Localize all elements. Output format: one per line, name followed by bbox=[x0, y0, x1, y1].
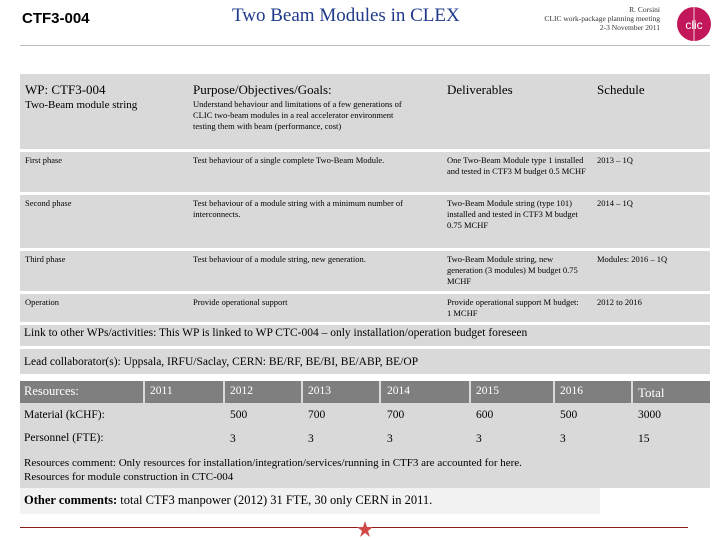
phase-label: First phase bbox=[25, 155, 63, 165]
resource-value: 700 bbox=[308, 409, 326, 421]
phase-schedule: Modules: 2016 – 1Q bbox=[597, 254, 668, 264]
year-header: 2011 bbox=[150, 385, 173, 397]
phase-schedule: 2014 – 1Q bbox=[597, 198, 633, 208]
phase-purpose: Provide operational support bbox=[193, 297, 288, 307]
link-text: Link to other WPs/activities: This WP is linked to WP CTC-004 – only installation/operation budget foreseen bbox=[20, 325, 710, 347]
meeting-date: 2-3 November 2011 bbox=[599, 23, 660, 32]
resource-value: 3 bbox=[560, 433, 566, 445]
phase-schedule: 2012 to 2016 bbox=[597, 297, 642, 307]
lead-collaborators: Lead collaborator(s): Uppsala, IRFU/Saclay, CERN: BE/RF, BE/BI, BE/ABP, BE/OP bbox=[20, 349, 710, 374]
row-divider bbox=[20, 192, 710, 195]
resource-total: 15 bbox=[638, 433, 650, 445]
phase-purpose: Test behaviour of a module string with a minimum number of interconnects. bbox=[193, 198, 403, 219]
resource-value: 500 bbox=[230, 409, 248, 421]
resource-value: 3 bbox=[308, 433, 314, 445]
row-divider bbox=[20, 149, 710, 152]
resources-label: Resources: bbox=[24, 384, 79, 398]
phase-label: Third phase bbox=[25, 254, 66, 264]
phase-deliverable: Two-Beam Module string (type 101) installed and tested in CTF3 M budget 0.75 MCHF bbox=[447, 198, 578, 230]
phase-deliverable: Two-Beam Module string, new generation (3 modules) M budget 0.75 MCHF bbox=[447, 254, 578, 286]
logo-text: clic bbox=[685, 18, 703, 32]
resource-value: 3 bbox=[230, 433, 236, 445]
year-header: 2013 bbox=[308, 385, 331, 397]
resource-value: 3 bbox=[476, 433, 482, 445]
author-name: R. Corsini bbox=[629, 5, 660, 14]
meeting-info bbox=[544, 5, 660, 32]
other-comments-label: Other comments: bbox=[24, 493, 118, 507]
footer-divider bbox=[20, 527, 688, 528]
col-header-deliverables: Deliverables bbox=[447, 82, 513, 97]
phase-deliverable: One Two-Beam Module type 1 installed and tested in CTF3 M budget 0.5 MCHF bbox=[447, 155, 586, 176]
page-title: Two Beam Modules in CLEX bbox=[232, 5, 460, 26]
other-comments-text: total CTF3 manpower (2012) 31 FTE, 30 only CERN in 2011. bbox=[117, 493, 433, 507]
phase-schedule: 2013 – 1Q bbox=[597, 155, 633, 165]
year-header: 2015 bbox=[476, 385, 499, 397]
resource-value: 600 bbox=[476, 409, 494, 421]
row-divider bbox=[20, 291, 710, 294]
phase-deliverable: Provide operational support M budget: 1 MCHF bbox=[447, 297, 579, 318]
phase-label: Operation bbox=[25, 297, 59, 307]
other-comments bbox=[24, 493, 432, 508]
phase-purpose: Test behaviour of a single complete Two-Beam Module. bbox=[193, 155, 385, 165]
col-header-purpose: Purpose/Objectives/Goals: bbox=[193, 82, 332, 97]
header-divider bbox=[20, 45, 710, 46]
resource-value: 500 bbox=[560, 409, 578, 421]
meeting-name: CLIC work-package planning meeting bbox=[544, 14, 660, 23]
resource-total: 3000 bbox=[638, 409, 661, 421]
year-header: 2012 bbox=[230, 385, 253, 397]
star-icon bbox=[356, 520, 374, 538]
year-header: 2014 bbox=[387, 385, 410, 397]
total-header: Total bbox=[638, 385, 665, 400]
col-header-schedule: Schedule bbox=[597, 82, 645, 97]
phase-label: Second phase bbox=[25, 198, 72, 208]
resource-value: 3 bbox=[387, 433, 393, 445]
resource-row-label: Material (kCHF): bbox=[24, 409, 105, 421]
col-header-wp: WP: CTF3-004 bbox=[25, 82, 106, 97]
purpose-intro: Understand behaviour and limitations of a few generations of CLIC two-beam modules in a real accelerator environment testing them with beam (performance, cost) bbox=[193, 99, 402, 131]
year-header: 2016 bbox=[560, 385, 583, 397]
resources-comment: Resources comment: Only resources for installation/integration/services/running in CTF3 are accounted for here. Resources for module construction in CTC-004 bbox=[24, 457, 522, 483]
clic-logo-icon bbox=[676, 6, 712, 42]
phase-purpose: Test behaviour of a module string, new generation. bbox=[193, 254, 366, 264]
resource-row-label: Personnel (FTE): bbox=[24, 432, 104, 444]
wp-subtitle: Two-Beam module string bbox=[25, 99, 138, 111]
row-divider bbox=[20, 248, 710, 251]
page-id: CTF3-004 bbox=[22, 10, 90, 27]
resource-value: 700 bbox=[387, 409, 405, 421]
